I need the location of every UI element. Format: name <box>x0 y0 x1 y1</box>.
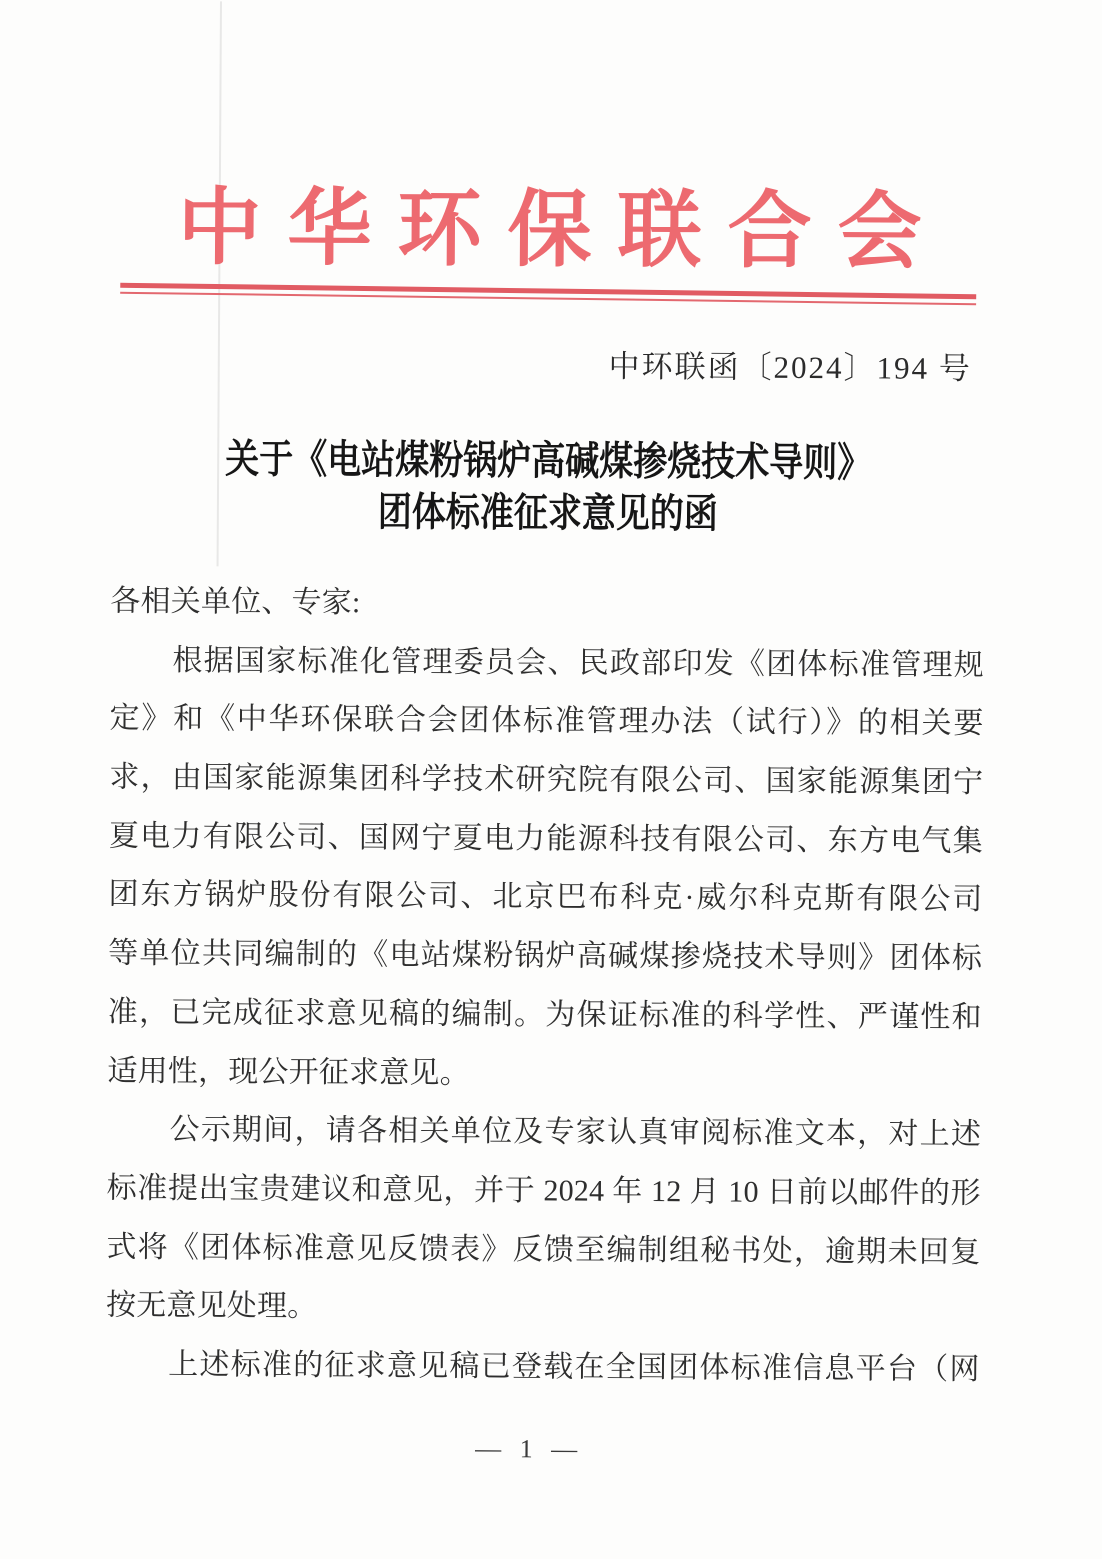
body-line: 等单位共同编制的《电站煤粉锅炉高碱煤掺烧技术导则》团体标 <box>108 936 983 976</box>
body-line: 上述标准的征求意见稿已登载在全国团体标准信息平台（网 <box>105 1347 980 1386</box>
document-title-line-1: 关于《电站煤粉锅炉高碱煤掺烧技术导则》 <box>225 436 872 486</box>
body-text <box>105 573 984 1400</box>
letterhead-separator <box>120 283 976 306</box>
document-number: 中环联函〔2024〕194 号 <box>608 348 972 386</box>
body-line: 标准提出宝贵建议和意见，并于 2024 年 12 月 10 日前以邮件的形 <box>106 1171 981 1210</box>
page-number: — 1 — <box>475 1433 584 1464</box>
document-title-line-2: 团体标准征求意见的函 <box>377 489 719 537</box>
letterhead-org-name: 中华环保联合会 <box>177 182 948 280</box>
document-title <box>79 432 1016 542</box>
body-line: 式将《团体标准意见反馈表》反馈至编制组秘书处，逾期未回复 <box>106 1230 981 1269</box>
body-line: 按无意见处理。 <box>105 1288 318 1324</box>
body-line: 根据国家标准化管理委员会、民政部印发《团体标准管理规 <box>109 643 985 682</box>
body-line: 求，由国家能源集团科学技术研究院有限公司、国家能源集团宁 <box>109 760 984 800</box>
body-line: 各相关单位、专家: <box>110 584 361 620</box>
body-line: 适用性，现公开征求意见。 <box>107 1054 470 1090</box>
body-line: 团东方锅炉股份有限公司、北京巴布科克·威尔科克斯有限公司 <box>108 878 983 917</box>
body-line: 准，已完成征求意见稿的编制。为保证标准的科学性、严谨性和 <box>107 995 982 1034</box>
body-line: 公示期间，请各相关单位及专家认真审阅标准文本，对上述 <box>107 1112 982 1152</box>
body-line: 定》和《中华环保联合会团体标准管理办法（试行）》的相关要 <box>109 702 984 741</box>
body-line: 夏电力有限公司、国网宁夏电力能源科技有限公司、东方电气集 <box>108 819 983 858</box>
